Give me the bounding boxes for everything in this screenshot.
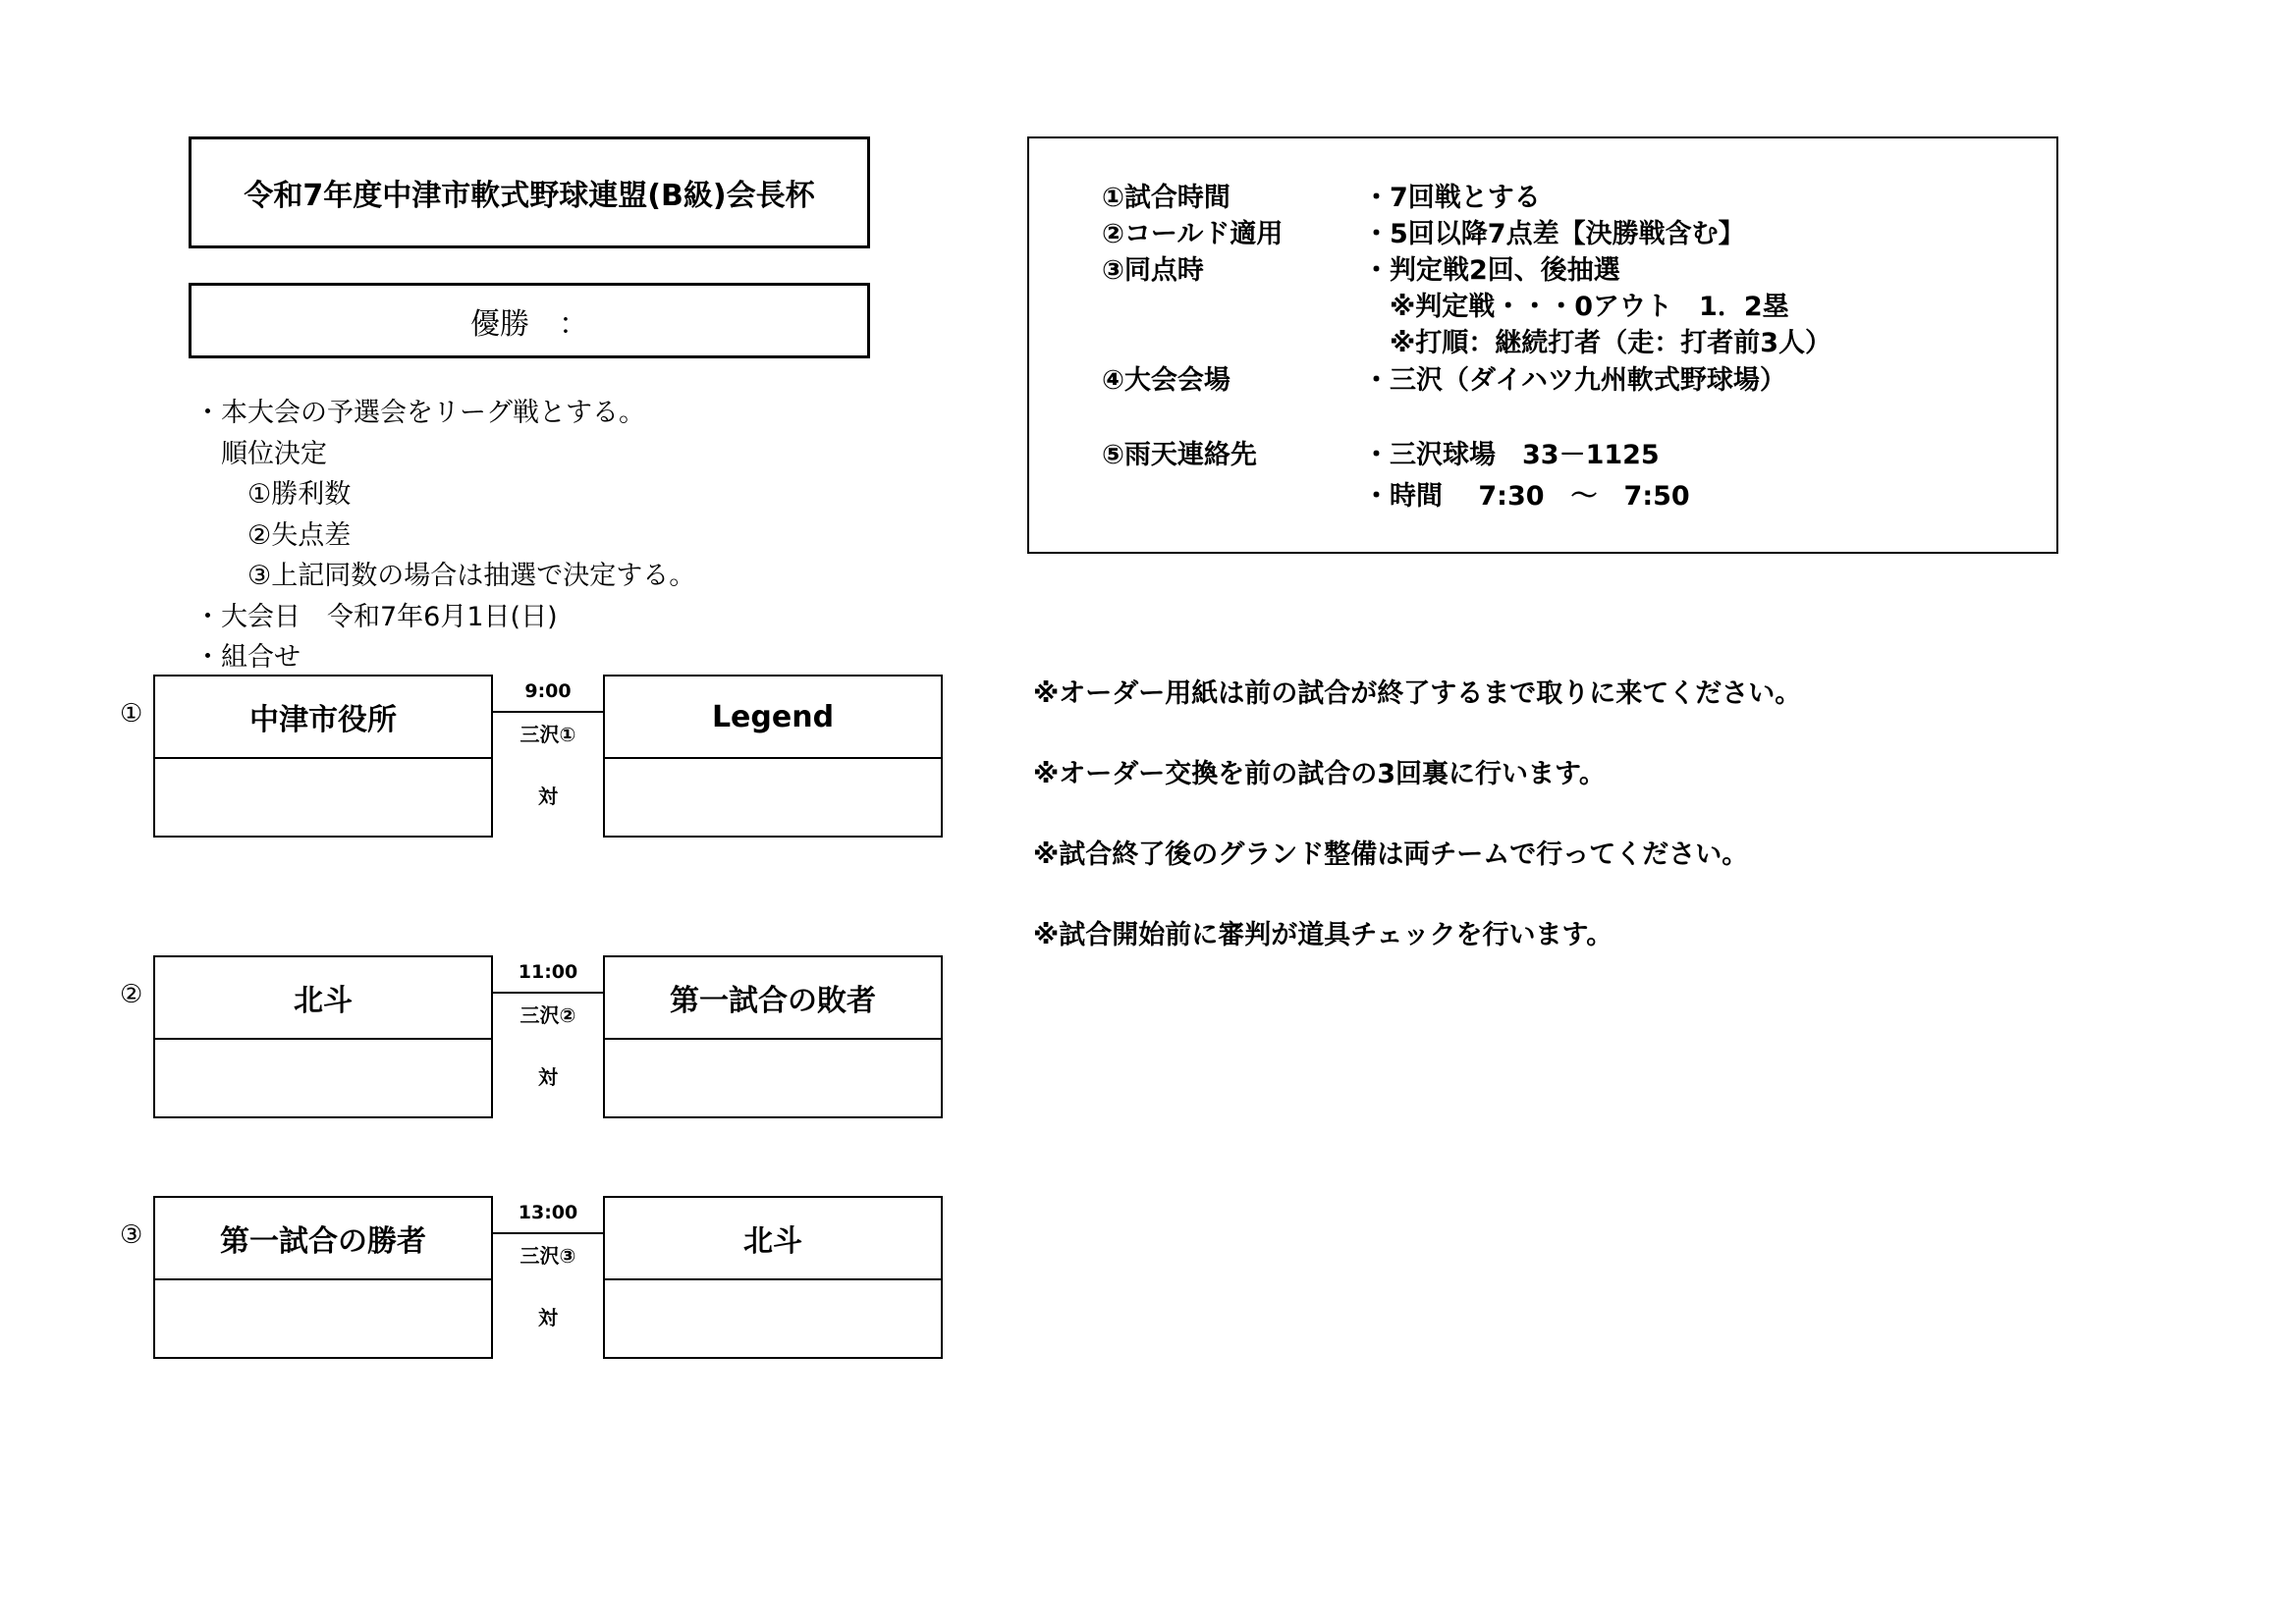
- note-line: ・組合せ: [194, 642, 301, 673]
- bracket-line: [493, 1232, 603, 1234]
- match-time: 13:00: [518, 1202, 578, 1223]
- caution-line: ※オーダー用紙は前の試合が終了するまで取りに来てください。: [1033, 678, 1802, 709]
- versus-label: 対: [538, 1065, 558, 1089]
- match-number: ③: [120, 1220, 143, 1250]
- note-line: ①勝利数: [194, 479, 352, 510]
- rule-label: ①試合時間: [1102, 183, 1230, 213]
- home-team-box: [153, 1196, 493, 1359]
- match-venue: 三沢②: [519, 1003, 576, 1027]
- match-time: 9:00: [524, 680, 572, 702]
- bracket-line: [493, 992, 603, 994]
- match-info: [493, 961, 603, 1090]
- note-line: ③上記同数の場合は抽選で決定する。: [194, 561, 696, 591]
- caution-line: ※試合終了後のグランド整備は両チームで行ってください。: [1033, 839, 1749, 870]
- away-team-name: 第一試合の敗者: [605, 957, 941, 1040]
- match-venue: 三沢③: [519, 1244, 576, 1268]
- rule-value: ・7回戦とする: [1363, 183, 1541, 213]
- rules-box: [1027, 136, 2058, 554]
- rule-value: ・三沢（ダイハツ九州軟式野球場）: [1363, 365, 1786, 396]
- away-team-name: 北斗: [605, 1198, 941, 1280]
- note-line: ②失点差: [194, 519, 352, 551]
- tournament-title: 令和7年度中津市軟式野球連盟(B級)会長杯: [189, 136, 870, 248]
- away-team-name: Legend: [605, 677, 941, 759]
- match-number: ②: [120, 980, 143, 1009]
- note-line: 順位決定: [194, 438, 327, 469]
- match-venue: 三沢①: [519, 723, 576, 746]
- away-team-score: [605, 1040, 941, 1118]
- rule-value: ※判定戦・・・0アウト 1．2塁: [1363, 292, 1789, 322]
- rule-value: ・判定戦2回、後抽選: [1363, 255, 1620, 286]
- versus-label: 対: [538, 1306, 558, 1329]
- match-info: [493, 680, 603, 809]
- versus-label: 対: [538, 785, 558, 808]
- note-line: ・本大会の予選会をリーグ戦とする。: [194, 398, 645, 428]
- home-team-score: [155, 1040, 491, 1118]
- home-team-box: [153, 675, 493, 838]
- rule-label: ⑤雨天連絡先: [1102, 440, 1257, 470]
- home-team-score: [155, 759, 491, 838]
- match-time: 11:00: [518, 961, 578, 983]
- away-team-score: [605, 759, 941, 838]
- rule-label: ③同点時: [1102, 255, 1204, 286]
- home-team-name: 北斗: [155, 957, 491, 1040]
- rule-value: ・5回以降7点差【決勝戦含む】: [1363, 219, 1745, 249]
- home-team-name: 中津市役所: [155, 677, 491, 759]
- away-team-box: [603, 1196, 943, 1359]
- rule-value: ※打順：継続打者（走：打者前3人）: [1363, 328, 1832, 358]
- rule-label: ②コールド適用: [1102, 219, 1284, 249]
- rule-value: ・三沢球場 33－1125: [1363, 440, 1660, 470]
- match-number: ①: [120, 699, 143, 729]
- winner-field: 優勝 ：: [189, 283, 870, 358]
- cautions: [1033, 672, 1801, 994]
- rule-label: ④大会会場: [1102, 365, 1230, 396]
- caution-line: ※オーダー交換を前の試合の3回裏に行います。: [1033, 759, 1606, 789]
- away-team-box: [603, 675, 943, 838]
- home-team-box: [153, 955, 493, 1118]
- away-team-box: [603, 955, 943, 1118]
- caution-line: ※試合開始前に審判が道具チェックを行います。: [1033, 920, 1613, 950]
- match-info: [493, 1202, 603, 1330]
- rule-value: ・時間 7:30 ～ 7:50: [1363, 481, 1690, 512]
- home-team-score: [155, 1280, 491, 1359]
- home-team-name: 第一試合の勝者: [155, 1198, 491, 1280]
- away-team-score: [605, 1280, 941, 1359]
- tournament-notes: [194, 393, 695, 678]
- bracket-line: [493, 711, 603, 713]
- note-line: ・大会日 令和7年6月1日(日): [194, 601, 558, 632]
